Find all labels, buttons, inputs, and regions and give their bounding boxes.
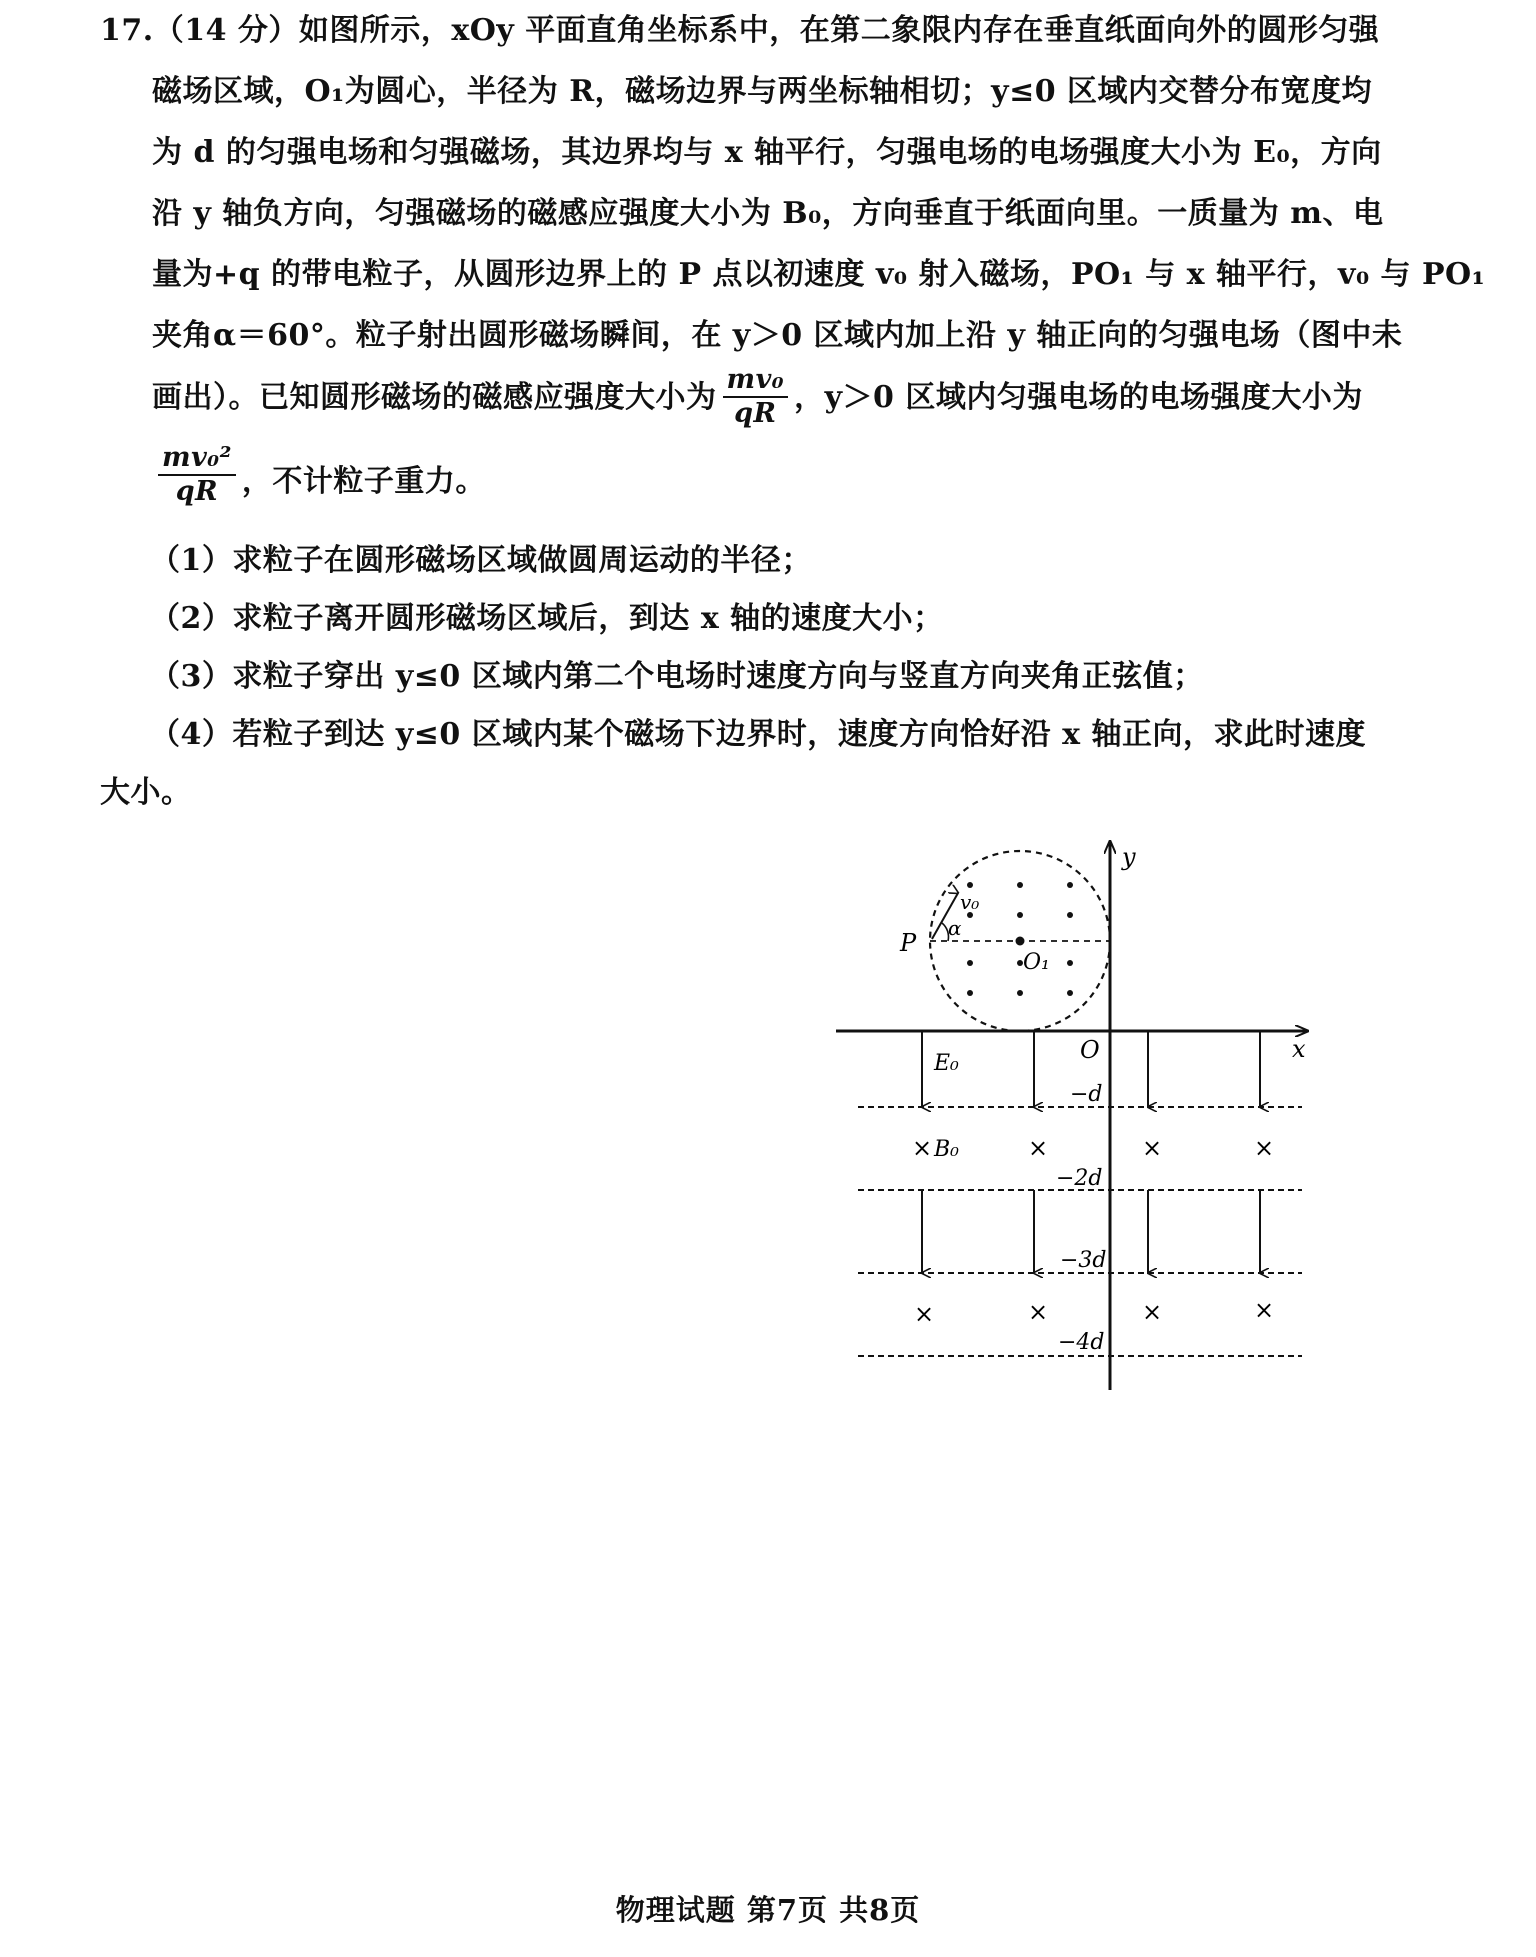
fraction-e-field	[158, 442, 236, 508]
magnetic-field-crosses-1	[912, 1134, 1274, 1162]
origin-label: O	[1080, 1036, 1100, 1064]
problem-line-8	[100, 432, 1420, 532]
bfield-label: B₀	[934, 1137, 959, 1162]
efield-label: E₀	[934, 1051, 959, 1076]
page-footer: 物理试题 第7页 共8页	[615, 1893, 921, 1927]
problem-text-8: ，不计粒子重力。	[241, 464, 486, 499]
svg-text:×: ×	[1028, 1134, 1049, 1162]
question-1: （1）求粒子在圆形磁场区域做圆周运动的半径；	[150, 543, 812, 578]
fraction-e-numerator: mv₀²	[158, 442, 236, 476]
magnetic-field-dots	[967, 882, 1073, 996]
center-label: O₁	[1023, 950, 1050, 975]
svg-text:×: ×	[912, 1134, 933, 1162]
angle-label: α	[948, 916, 962, 940]
tick-label-neg-4d: −4d	[1058, 1330, 1105, 1355]
question-4-continuation: 大小。	[100, 775, 192, 810]
diagram-svg	[830, 835, 1310, 1390]
svg-text:×: ×	[1254, 1134, 1275, 1162]
tick-label-neg-d: −d	[1070, 1082, 1103, 1107]
point-p-label: P	[900, 929, 917, 957]
fraction-e-denominator: qR	[175, 476, 219, 507]
physics-diagram	[830, 835, 1310, 1390]
tick-label-neg-2d: −2d	[1056, 1166, 1103, 1191]
svg-text:×: ×	[1028, 1298, 1049, 1326]
y-axis-label: y	[1122, 843, 1136, 871]
problem-text-7b: ，y＞0 区域内匀强电场的电场强度大小为	[794, 380, 1363, 415]
fraction-b-field	[723, 364, 789, 430]
problem-points: （14 分）	[153, 13, 299, 48]
problem-line-3: 为 d 的匀强电场和匀强磁场，其边界均与 x 轴平行，匀强电场的电场强度大小为 E₀，方向	[152, 135, 1382, 170]
problem-line-4: 沿 y 轴负方向，匀强磁场的磁感应强度大小为 B₀，方向垂直于纸面向里。一质量为 m、电	[152, 196, 1384, 231]
magnetic-field-crosses-2	[914, 1296, 1274, 1328]
x-axis-label: x	[1292, 1035, 1306, 1063]
problem-text-7a: 画出）。已知圆形磁场的磁感应强度大小为	[152, 380, 717, 415]
svg-text:×: ×	[1142, 1298, 1163, 1326]
question-4: （4）若粒子到达 y≤0 区域内某个磁场下边界时，速度方向恰好沿 x 轴正向，求此时速度	[150, 717, 1366, 752]
svg-text:×: ×	[1142, 1134, 1163, 1162]
question-2: （2）求粒子离开圆形磁场区域后，到达 x 轴的速度大小；	[150, 601, 944, 636]
problem-number: 17.	[100, 13, 154, 48]
fraction-b-denominator: qR	[734, 398, 777, 429]
problem-line-1	[100, 0, 1420, 61]
question-3: （3）求粒子穿出 y≤0 区域内第二个电场时速度方向与竖直方向夹角正弦值；	[150, 659, 1204, 694]
problem-line-2: 磁场区域，O₁为圆心，半径为 R，磁场边界与两坐标轴相切；y≤0 区域内交替分布宽度均	[152, 74, 1373, 109]
svg-text:×: ×	[1254, 1296, 1275, 1324]
problem-17	[100, 0, 1486, 822]
fraction-b-numerator: mv₀	[723, 364, 789, 398]
problem-line-7	[100, 366, 1420, 432]
velocity-label: v₀	[960, 890, 980, 914]
tick-label-neg-3d: −3d	[1060, 1248, 1107, 1273]
problem-line-5: 量为+q 的带电粒子，从圆形边界上的 P 点以初速度 v₀ 射入磁场，PO₁ 与 x 轴平行，v₀ 与 PO₁	[152, 257, 1486, 292]
problem-text-1: 如图所示，xOy 平面直角坐标系中，在第二象限内存在垂直纸面向外的圆形匀强	[298, 13, 1380, 48]
problem-line-6: 夹角α＝60°。粒子射出圆形磁场瞬间，在 y＞0 区域内加上沿 y 轴正向的匀强电场（图中未	[152, 318, 1403, 353]
svg-text:×: ×	[914, 1300, 935, 1328]
